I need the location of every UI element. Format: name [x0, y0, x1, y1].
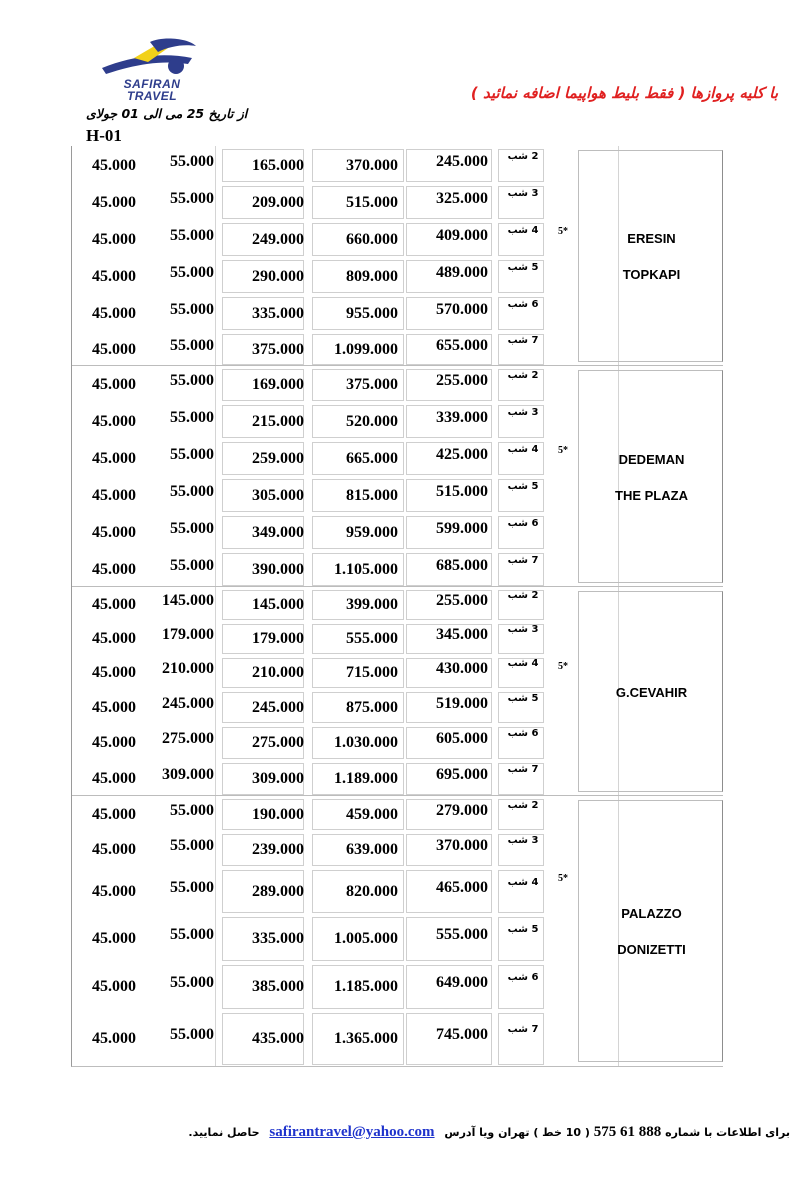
table-row	[72, 294, 723, 331]
price-cell-d: 335.000	[252, 305, 304, 322]
price-cell-e: 275.000	[162, 730, 214, 747]
hotel-name-line: G.CEVAHIR	[615, 684, 688, 700]
hotel-group	[72, 796, 723, 1066]
price-cell-b: 515.000	[436, 483, 488, 500]
nights-cell: 3 شب	[507, 624, 539, 635]
nights-cell: 7 شب	[507, 764, 539, 775]
price-cell-f: 45.000	[92, 978, 136, 995]
price-cell-c: 1.189.000	[334, 770, 398, 787]
nights-cell: 5 شب	[507, 924, 539, 935]
price-cell-f: 45.000	[92, 806, 136, 823]
price-cell-c: 370.000	[346, 157, 398, 174]
price-cell-c: 1.105.000	[334, 561, 398, 578]
price-cell-c: 955.000	[346, 305, 398, 322]
price-cell-f: 45.000	[92, 930, 136, 947]
table-row	[72, 476, 723, 513]
price-cell-f: 45.000	[92, 305, 136, 322]
price-cell-d: 179.000	[252, 630, 304, 647]
nights-cell: 7 شب	[507, 555, 539, 566]
nights-cell: 3 شب	[507, 835, 539, 846]
hotel-name-line: PALAZZO	[621, 906, 682, 921]
price-cell-b: 425.000	[436, 446, 488, 463]
price-cell-f: 45.000	[92, 664, 136, 681]
price-cell-f: 45.000	[92, 268, 136, 285]
price-cell-d: 349.000	[252, 524, 304, 541]
price-cell-b: 555.000	[436, 926, 488, 943]
price-cell-d: 275.000	[252, 734, 304, 751]
price-cell-d: 239.000	[252, 841, 304, 858]
footer-lines: ( 10 خط )	[533, 1126, 590, 1139]
price-cell-d: 210.000	[252, 664, 304, 681]
price-cell-b: 519.000	[436, 695, 488, 712]
price-cell-e: 55.000	[170, 227, 214, 244]
table-row	[72, 655, 723, 689]
price-cell-b: 599.000	[436, 520, 488, 537]
price-cell-e: 55.000	[170, 446, 214, 463]
star-rating: 5*	[558, 661, 568, 672]
price-cell-c: 515.000	[346, 194, 398, 211]
price-cell-e: 55.000	[170, 837, 214, 854]
table-row	[72, 366, 723, 402]
nights-cell: 2 شب	[507, 590, 539, 601]
price-cell-e: 55.000	[170, 802, 214, 819]
price-cell-c: 1.099.000	[334, 341, 398, 358]
table-row	[72, 914, 723, 962]
table-row	[72, 257, 723, 294]
price-cell-e: 55.000	[170, 301, 214, 318]
validity-period: از تاریخ 25 می الی 01 جولای	[86, 106, 248, 121]
price-cell-f: 45.000	[92, 734, 136, 751]
flights-notice: با کلیه پروازها ( فقط بلیط هواپیما اضافه نمائید )	[470, 84, 778, 102]
price-cell-d: 245.000	[252, 699, 304, 716]
price-cell-e: 55.000	[170, 153, 214, 170]
nights-cell: 2 شب	[507, 151, 539, 162]
price-cell-c: 399.000	[346, 596, 398, 613]
price-cell-e: 55.000	[170, 190, 214, 207]
price-cell-d: 190.000	[252, 806, 304, 823]
table-row	[72, 760, 723, 796]
price-cell-d: 209.000	[252, 194, 304, 211]
price-cell-f: 45.000	[92, 770, 136, 787]
table-row	[72, 867, 723, 914]
price-cell-d: 290.000	[252, 268, 304, 285]
price-cell-c: 375.000	[346, 376, 398, 393]
price-cell-b: 325.000	[436, 190, 488, 207]
table-row	[72, 796, 723, 831]
nights-cell: 6 شب	[507, 972, 539, 983]
footer-text-after: حاصل نمایید.	[188, 1126, 260, 1139]
price-cell-c: 665.000	[346, 450, 398, 467]
logo-line-1: SAFIRAN	[123, 77, 181, 91]
nights-cell: 4 شب	[507, 444, 539, 455]
price-cell-e: 55.000	[170, 483, 214, 500]
price-cell-e: 245.000	[162, 695, 214, 712]
price-cell-d: 289.000	[252, 883, 304, 900]
price-cell-b: 655.000	[436, 337, 488, 354]
price-cell-d: 435.000	[252, 1030, 304, 1047]
footer-phone: 888 61 575	[593, 1124, 662, 1140]
nights-cell: 3 شب	[507, 188, 539, 199]
price-cell-c: 959.000	[346, 524, 398, 541]
hotel-group	[72, 366, 723, 587]
footer-text-before: برای اطلاعات با شماره	[665, 1126, 790, 1139]
nights-cell: 6 شب	[507, 299, 539, 310]
price-cell-b: 370.000	[436, 837, 488, 854]
price-cell-e: 55.000	[170, 409, 214, 426]
nights-cell: 6 شب	[507, 518, 539, 529]
table-row	[72, 331, 723, 366]
price-cell-e: 309.000	[162, 766, 214, 783]
price-cell-d: 335.000	[252, 930, 304, 947]
nights-cell: 7 شب	[507, 335, 539, 346]
table-row	[72, 1010, 723, 1066]
price-cell-f: 45.000	[92, 524, 136, 541]
table-row	[72, 587, 723, 621]
price-cell-e: 145.000	[162, 592, 214, 609]
price-cell-c: 660.000	[346, 231, 398, 248]
price-cell-c: 520.000	[346, 413, 398, 430]
logo-wordmark	[112, 78, 192, 102]
price-cell-b: 605.000	[436, 730, 488, 747]
price-cell-d: 259.000	[252, 450, 304, 467]
price-cell-f: 45.000	[92, 561, 136, 578]
price-cell-f: 45.000	[92, 630, 136, 647]
nights-cell: 6 شب	[507, 728, 539, 739]
footer-address: تهران ویا آدرس	[444, 1126, 530, 1139]
price-cell-b: 745.000	[436, 1026, 488, 1043]
price-cell-f: 45.000	[92, 487, 136, 504]
star-rating: 5*	[558, 226, 568, 237]
hotel-group	[72, 146, 723, 366]
hotel-name-line: DONIZETTI	[617, 942, 686, 957]
price-cell-b: 345.000	[436, 626, 488, 643]
price-cell-f: 45.000	[92, 699, 136, 716]
hotel-name-line: TOPKAPI	[622, 267, 681, 282]
price-cell-c: 715.000	[346, 664, 398, 681]
price-cell-d: 385.000	[252, 978, 304, 995]
nights-cell: 5 شب	[507, 693, 539, 704]
price-cell-e: 210.000	[162, 660, 214, 677]
price-cell-c: 639.000	[346, 841, 398, 858]
price-cell-c: 555.000	[346, 630, 398, 647]
price-cell-f: 45.000	[92, 596, 136, 613]
price-cell-b: 465.000	[436, 879, 488, 896]
nights-cell: 7 شب	[507, 1024, 539, 1035]
price-cell-c: 1.185.000	[334, 978, 398, 995]
table-row	[72, 439, 723, 476]
price-cell-f: 45.000	[92, 376, 136, 393]
logo-line-2: TRAVEL	[126, 89, 178, 103]
hotel-name-line: ERESIN	[627, 231, 676, 246]
nights-cell: 2 شب	[507, 800, 539, 811]
price-cell-c: 459.000	[346, 806, 398, 823]
price-cell-b: 649.000	[436, 974, 488, 991]
nights-cell: 5 شب	[507, 481, 539, 492]
price-cell-d: 169.000	[252, 376, 304, 393]
package-code: H-01	[86, 126, 122, 145]
price-cell-f: 45.000	[92, 194, 136, 211]
logo-swoosh-icon	[92, 38, 212, 82]
contact-footer	[130, 1124, 790, 1141]
price-cell-c: 875.000	[346, 699, 398, 716]
price-cell-f: 45.000	[92, 341, 136, 358]
cell-frame	[498, 1013, 544, 1065]
price-cell-b: 409.000	[436, 227, 488, 244]
price-cell-d: 215.000	[252, 413, 304, 430]
table-row	[72, 550, 723, 587]
nights-cell: 4 شب	[507, 658, 539, 669]
price-cell-e: 55.000	[170, 879, 214, 896]
price-cell-e: 55.000	[170, 337, 214, 354]
price-cell-b: 489.000	[436, 264, 488, 281]
nights-cell: 2 شب	[507, 370, 539, 381]
table-row	[72, 724, 723, 760]
nights-cell: 3 شب	[507, 407, 539, 418]
price-cell-c: 1.005.000	[334, 930, 398, 947]
price-cell-c: 809.000	[346, 268, 398, 285]
price-cell-f: 45.000	[92, 450, 136, 467]
price-cell-e: 55.000	[170, 974, 214, 991]
price-cell-b: 570.000	[436, 301, 488, 318]
price-cell-e: 55.000	[170, 1026, 214, 1043]
table-row	[72, 183, 723, 220]
price-cell-e: 55.000	[170, 926, 214, 943]
table-row	[72, 831, 723, 867]
nights-cell: 4 شب	[507, 225, 539, 236]
price-cell-e: 55.000	[170, 264, 214, 281]
price-cell-b: 245.000	[436, 153, 488, 170]
price-cell-b: 255.000	[436, 372, 488, 389]
price-cell-d: 305.000	[252, 487, 304, 504]
price-cell-e: 55.000	[170, 520, 214, 537]
price-cell-b: 695.000	[436, 766, 488, 783]
price-cell-c: 820.000	[346, 883, 398, 900]
hotel-name-line: THE PLAZA	[615, 487, 688, 503]
price-cell-f: 45.000	[92, 231, 136, 248]
price-cell-d: 390.000	[252, 561, 304, 578]
price-cell-d: 309.000	[252, 770, 304, 787]
footer-email-link[interactable]: safirantravel@yahoo.com	[269, 1124, 435, 1140]
price-cell-b: 279.000	[436, 802, 488, 819]
price-cell-d: 165.000	[252, 157, 304, 174]
hotel-name-line: DEDEMAN	[618, 451, 685, 467]
price-cell-e: 179.000	[162, 626, 214, 643]
hotel-group	[72, 587, 723, 796]
company-logo	[92, 38, 212, 104]
table-row	[72, 962, 723, 1010]
price-cell-b: 430.000	[436, 660, 488, 677]
price-cell-f: 45.000	[92, 1030, 136, 1047]
price-cell-f: 45.000	[92, 157, 136, 174]
table-row	[72, 513, 723, 550]
price-cell-c: 1.365.000	[334, 1030, 398, 1047]
price-table	[71, 146, 723, 1067]
table-row	[72, 402, 723, 439]
price-cell-e: 55.000	[170, 372, 214, 389]
star-rating: 5*	[558, 873, 568, 884]
price-cell-f: 45.000	[92, 883, 136, 900]
price-cell-c: 1.030.000	[334, 734, 398, 751]
price-cell-f: 45.000	[92, 841, 136, 858]
nights-cell: 5 شب	[507, 262, 539, 273]
table-row	[72, 146, 723, 183]
price-cell-e: 55.000	[170, 557, 214, 574]
price-cell-d: 375.000	[252, 341, 304, 358]
price-cell-b: 255.000	[436, 592, 488, 609]
price-cell-d: 249.000	[252, 231, 304, 248]
price-cell-f: 45.000	[92, 413, 136, 430]
table-row	[72, 689, 723, 724]
price-cell-c: 815.000	[346, 487, 398, 504]
table-row	[72, 621, 723, 655]
price-cell-b: 339.000	[436, 409, 488, 426]
star-rating: 5*	[558, 445, 568, 456]
price-cell-b: 685.000	[436, 557, 488, 574]
price-cell-d: 145.000	[252, 596, 304, 613]
nights-cell: 4 شب	[507, 877, 539, 888]
table-row	[72, 220, 723, 257]
